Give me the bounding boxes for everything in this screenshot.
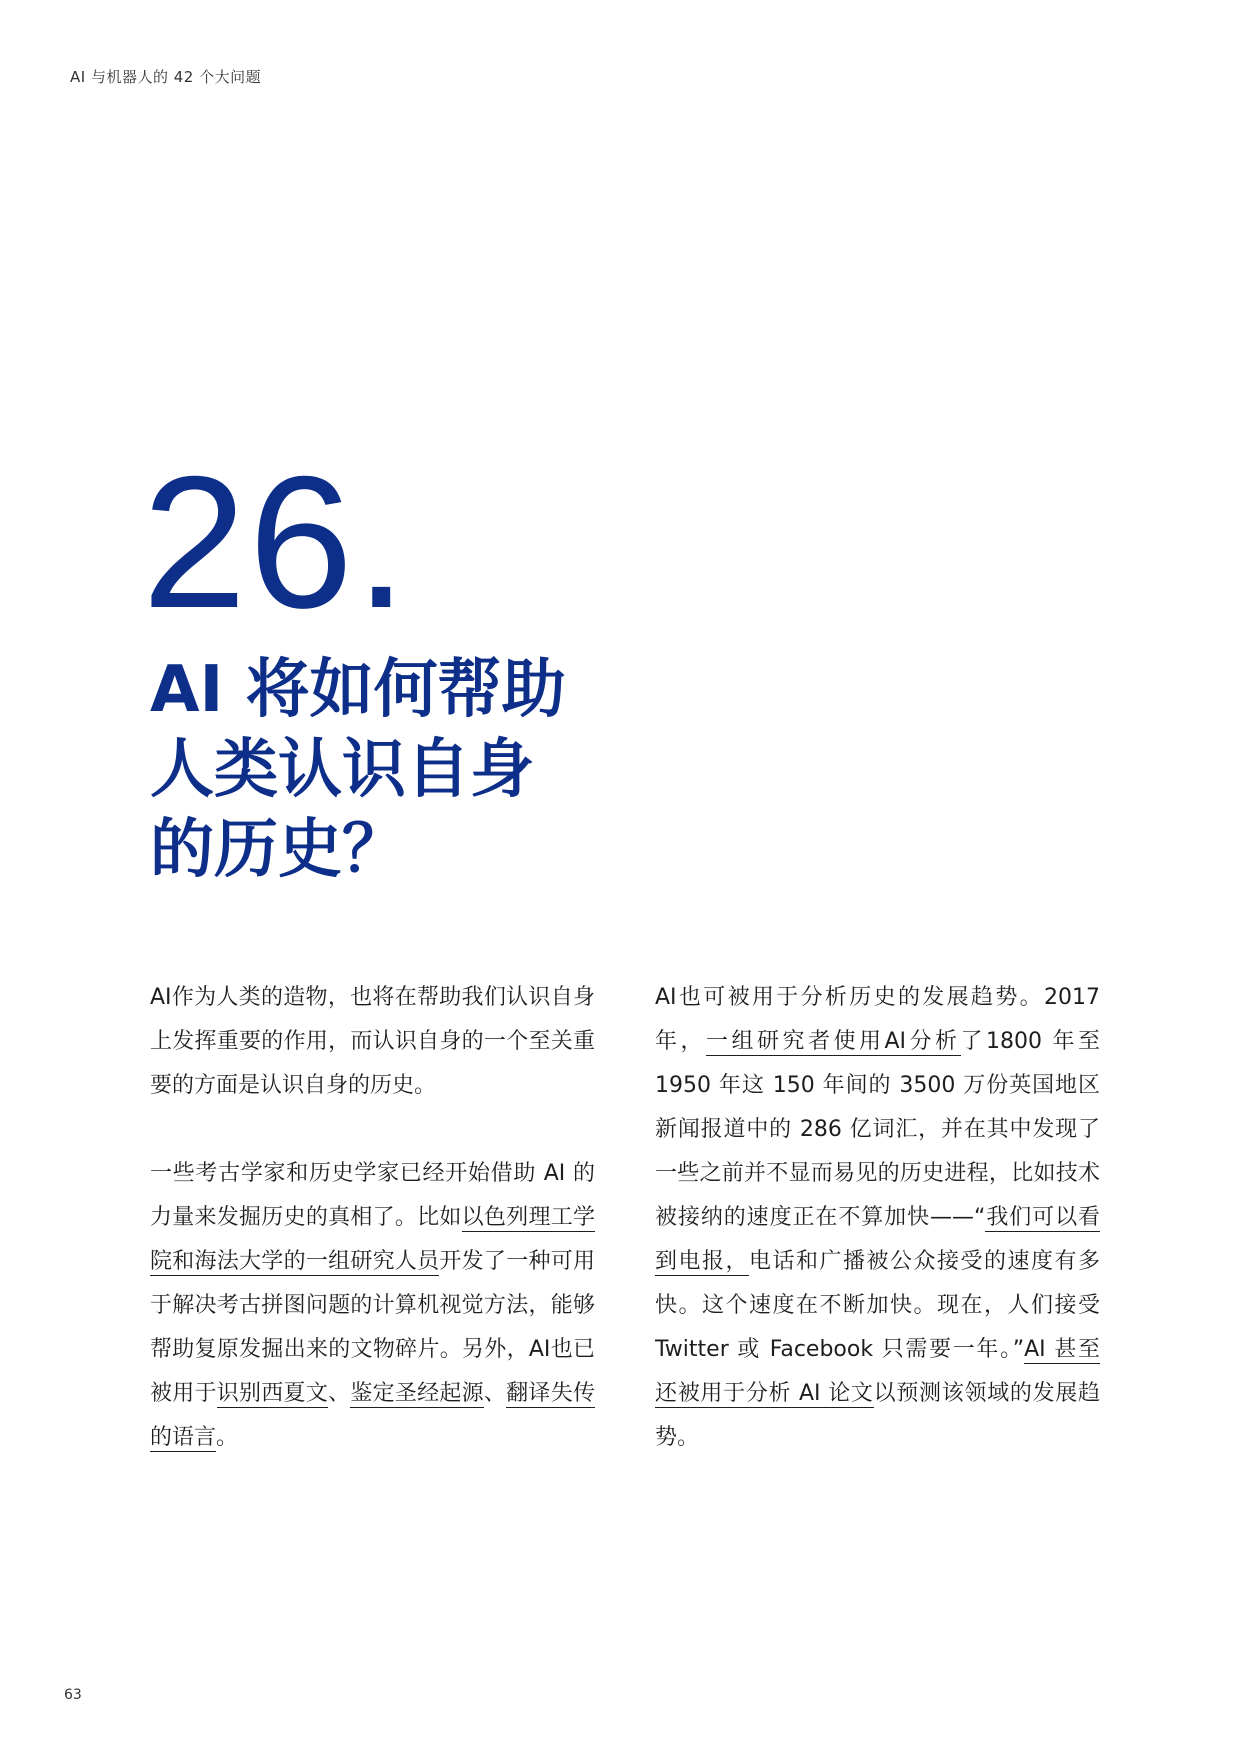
chapter-title-line-2: 人类认识自身 [150,733,534,807]
link-bible-origins[interactable]: 鉴定圣经起源 [350,1381,484,1406]
link-researchers-ai-analysis[interactable]: 一组研究者使用AI分析 [706,1029,961,1054]
left-p2-text-a: 一些考古学家和历史学家已经开始借助 AI 的力量来发掘历史的真相了。比如 [150,1161,595,1230]
link-xixia-script[interactable]: 识别西夏文 [216,1381,329,1406]
chapter-title-line-1: AI 将如何帮助 [150,653,566,727]
left-column [150,976,595,1460]
link-technion-haifa-researchers[interactable]: 以色列理工学院和海法大学的一组研究人员 [150,1205,595,1274]
chapter-title [150,650,620,890]
left-p2-end: 。 [216,1425,239,1450]
left-p2-separator-2: 、 [483,1381,507,1406]
left-p2-text-b: 开发了一种可用于解决考古拼图问题的计算机视觉方法，能够帮助复原发掘出来的文物碎片。另外，AI也已被用于 [150,1249,595,1406]
left-paragraph-1: AI作为人类的造物，也将在帮助我们认识自身上发挥重要的作用，而认识自身的一个至关重要的方面是认识自身的历史。 [150,985,595,1098]
right-paragraph [655,976,1100,1460]
right-text-a: AI也可被用于分析历史的发展趋势。2017年， [655,985,1100,1054]
right-text-b: 了1800 年至 1950 年这 150 年间的 3500 万份英国地区新闻报道中的 286 亿词汇，并在其中发现了一些之前并不显而易见的历史进程，比如技术被接纳的速度正在不算加快——“ [655,1029,1100,1230]
right-text-d: 以预测该领域的发展趋势。 [655,1381,1100,1450]
link-lost-languages[interactable]: 翻译失传的语言 [150,1381,595,1450]
page-number: 63 [64,1687,82,1703]
link-ai-analyzing-ai-papers[interactable]: AI 甚至还被用于分析 AI 论文 [655,1337,1100,1406]
left-paragraph-2 [150,1152,595,1460]
link-telegraph-quote[interactable]: 我们可以看到电报， [655,1205,1100,1274]
chapter-title-line-3: 的历史？ [150,813,406,887]
left-p2-separator-1: 、 [328,1381,351,1406]
right-column [655,976,1100,1460]
right-text-c: 电话和广播被公众接受的速度有多快。这个速度在不断加快。现在，人们接受 Twitter 或 Facebook 只需要一年。” [655,1249,1100,1362]
running-header: AI 与机器人的 42 个大问题 [70,68,262,86]
chapter-number: 26. [142,437,410,647]
